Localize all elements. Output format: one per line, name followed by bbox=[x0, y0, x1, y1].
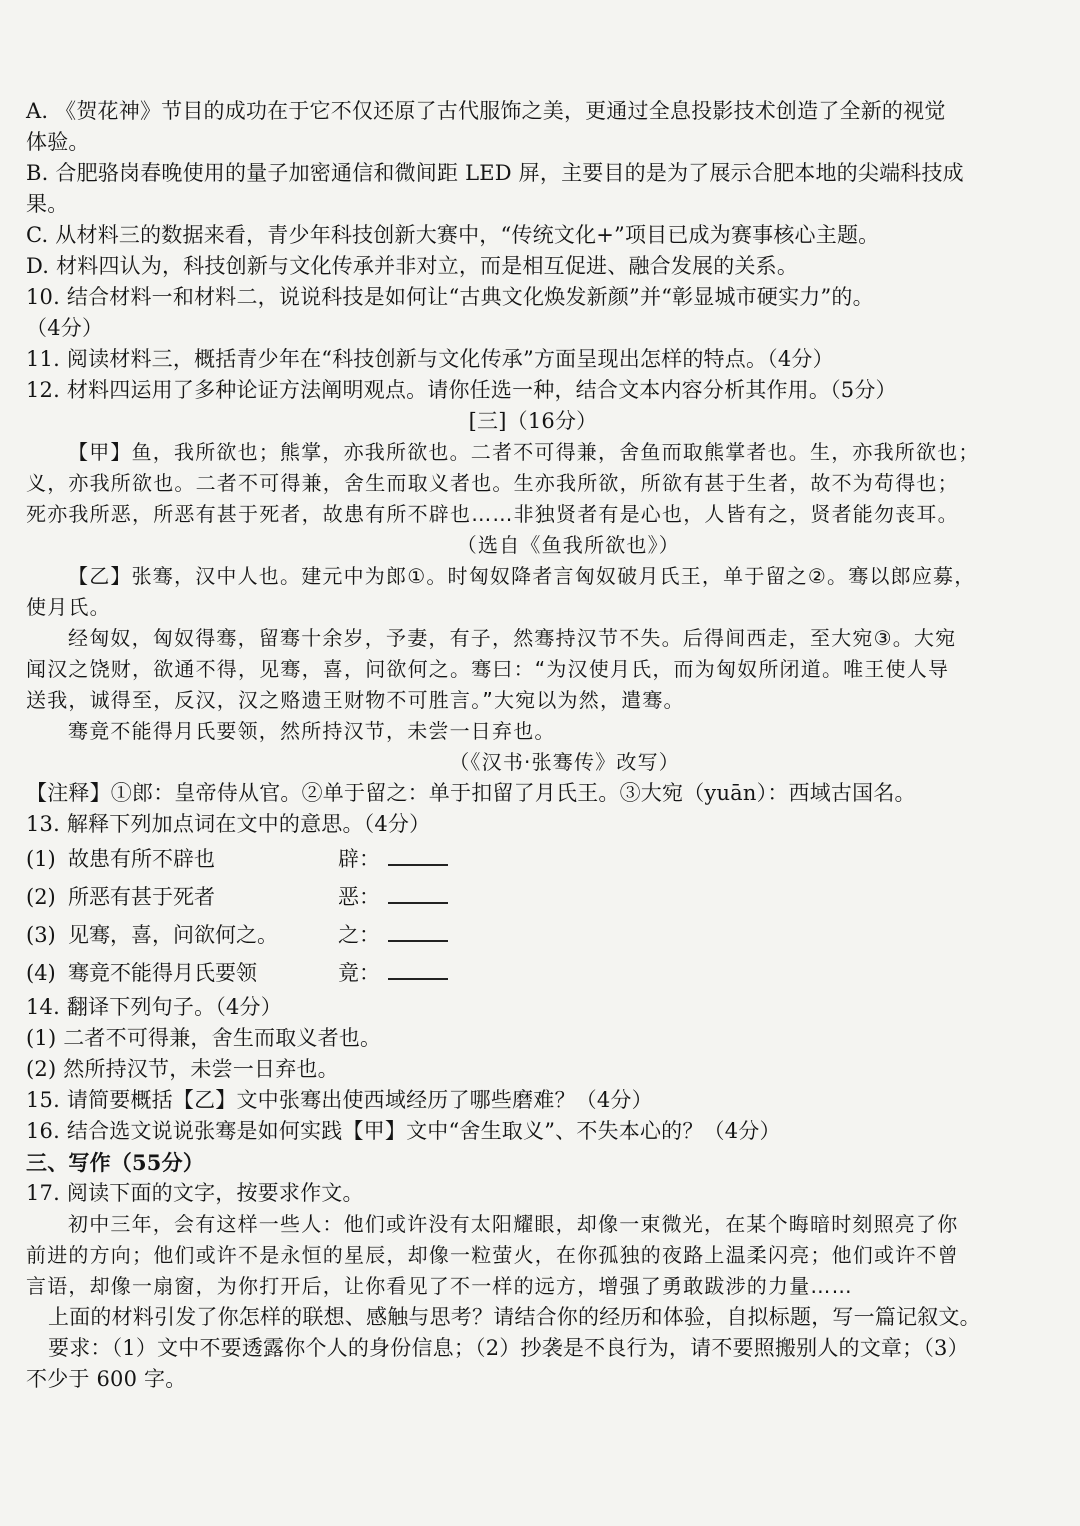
passage-line: 经匈奴，匈奴得骞，留骞十余岁，予妻，有子，然骞持汉节不失。后得间西走，至大宛③。大宛 bbox=[68, 626, 957, 650]
q13-item bbox=[26, 916, 1000, 954]
option-letter: D. bbox=[26, 254, 50, 278]
passage-source: （选自《鱼我所欲也》） bbox=[456, 533, 680, 557]
answer-blank[interactable] bbox=[388, 880, 448, 904]
section-3-title: [三]（16分） bbox=[468, 409, 598, 433]
passage-jia bbox=[26, 437, 1000, 561]
q13-item bbox=[26, 878, 1000, 916]
option-c bbox=[26, 220, 1000, 251]
passage-yi bbox=[26, 561, 1000, 778]
prompt-line: 初中三年，会有这样一些人：他们或许没有太阳耀眼，却像一束微光，在某个晦暗时刻照亮了你 bbox=[68, 1212, 959, 1236]
passage-line: 使月氏。 bbox=[26, 595, 111, 619]
question-15: 15. 请简要概括【乙】文中张骞出使西域经历了哪些磨难？（4分） bbox=[26, 1088, 653, 1112]
item-sentence: 骞竟不能得月氏要领 bbox=[68, 961, 257, 985]
item-sentence: 见骞，喜，问欲何之。 bbox=[68, 923, 278, 947]
question-11: 11. 阅读材料三，概括青少年在“科技创新与文化传承”方面呈现出怎样的特点。（4分） bbox=[26, 347, 834, 371]
option-text: 合肥骆岗春晚使用的量子加密通信和微间距 LED 屏，主要目的是为了展示合肥本地的尖端科技成 bbox=[55, 161, 964, 185]
writing-requirements-cont: 不少于 600 字。 bbox=[26, 1367, 187, 1391]
question-14: 14. 翻译下列句子。（4分） bbox=[26, 995, 282, 1019]
option-letter: C. bbox=[26, 223, 49, 247]
passage-line: 义，亦我所欲也。二者不可得兼，舍生而取义者也。生亦我所欲，所欲有甚于生者，故不为苟得也； bbox=[26, 471, 959, 495]
writing-requirements: 要求：（1）文中不要透露你个人的身份信息；（2）抄袭是不良行为，请不要照搬别人的文章；（3） bbox=[48, 1336, 969, 1360]
q14-item: (1) 二者不可得兼，舍生而取义者也。 bbox=[26, 1026, 382, 1050]
question-13-items bbox=[26, 840, 1000, 992]
annotation-notes: 【注释】①郎：皇帝侍从官。②单于留之：单于扣留了月氏王。③大宛（yuān）：西域古国名。 bbox=[26, 781, 916, 805]
item-number: (2) bbox=[26, 885, 56, 909]
item-word: 辟： bbox=[338, 847, 380, 871]
passage-line: 闻汉之饶财，欲通不得，见骞，喜，问欲何之。骞曰：“为汉使月氏，而为匈奴所闭道。唯王使人导 bbox=[26, 657, 950, 681]
prompt-line: 言语，却像一扇窗，为你打开后，让你看见了不一样的远方，增强了勇敢跋涉的力量…… bbox=[26, 1274, 853, 1298]
question-10-score: （4分） bbox=[26, 316, 104, 340]
passage-line: 【乙】张骞，汉中人也。建元中为郎①。时匈奴降者言匈奴破月氏王，单于留之②。骞以郎应募， bbox=[68, 564, 976, 588]
option-letter: A. bbox=[26, 99, 49, 123]
passage-source: （《汉书·张骞传》改写） bbox=[449, 750, 680, 774]
answer-blank[interactable] bbox=[388, 918, 448, 942]
item-sentence: 故患有所不辟也 bbox=[68, 847, 215, 871]
option-text: 从材料三的数据来看，青少年科技创新大赛中，“传统文化+”项目已成为赛事核心主题。 bbox=[55, 223, 880, 247]
answer-blank[interactable] bbox=[388, 956, 448, 980]
question-12: 12. 材料四运用了多种论证方法阐明观点。请你任选一种，结合文本内容分析其作用。（5分） bbox=[26, 378, 897, 402]
question-10: 10. 结合材料一和材料二，说说科技是如何让“古典文化焕发新颜”并“彰显城市硬实力”的。 bbox=[26, 285, 874, 309]
option-text-cont: 体验。 bbox=[26, 130, 90, 154]
passage-line: 死亦我所恶，所恶有甚于死者，故患有所不辟也……非独贤者有是心也，人皆有之，贤者能勿丧耳。 bbox=[26, 502, 959, 526]
item-number: (4) bbox=[26, 961, 56, 985]
writing-task: 上面的材料引发了你怎样的联想、感触与思考？请结合你的经历和体验，自拟标题，写一篇记叙文。 bbox=[48, 1305, 981, 1329]
item-word: 之： bbox=[338, 923, 380, 947]
q13-item bbox=[26, 840, 1000, 878]
item-sentence: 所恶有甚于死者 bbox=[68, 885, 215, 909]
passage-line: 【甲】鱼，我所欲也；熊掌，亦我所欲也。二者不可得兼，舍鱼而取熊掌者也。生，亦我所欲也； bbox=[68, 440, 980, 464]
passage-line: 骞竟不能得月氏要领，然所持汉节，未尝一日弃也。 bbox=[68, 719, 556, 743]
option-text: 材料四认为，科技创新与文化传承并非对立，而是相互促进、融合发展的关系。 bbox=[56, 254, 799, 278]
answer-blank[interactable] bbox=[388, 842, 448, 866]
item-number: (3) bbox=[26, 923, 56, 947]
item-word: 恶： bbox=[338, 885, 380, 909]
question-17: 17. 阅读下面的文字，按要求作文。 bbox=[26, 1181, 364, 1205]
passage-line: 送我，诚得至，反汉，汉之赂遗王财物不可胜言。”大宛以为然，遣骞。 bbox=[26, 688, 685, 712]
prompt-line: 前进的方向；他们或许不是永恒的星辰，却像一粒萤火，在你孤独的夜路上温柔闪亮；他们或许不曾 bbox=[26, 1243, 959, 1267]
option-b bbox=[26, 158, 1000, 220]
option-d bbox=[26, 251, 1000, 282]
item-word: 竟： bbox=[338, 961, 380, 985]
writing-section-title: 三、写作（55分） bbox=[26, 1150, 205, 1175]
question-16: 16. 结合选文说说张骞是如何实践【甲】文中“舍生取义”、不失本心的？（4分） bbox=[26, 1119, 781, 1143]
option-letter: B. bbox=[26, 161, 49, 185]
q13-item bbox=[26, 954, 1000, 992]
item-number: (1) bbox=[26, 847, 56, 871]
question-13: 13. 解释下列加点词在文中的意思。（4分） bbox=[26, 812, 431, 836]
option-text-cont: 果。 bbox=[26, 192, 69, 216]
option-text: 《贺花神》节目的成功在于它不仅还原了古代服饰之美，更通过全息投影技术创造了全新的视觉 bbox=[55, 99, 946, 123]
option-a bbox=[26, 96, 1000, 158]
q14-item: (2) 然所持汉节，未尝一日弃也。 bbox=[26, 1057, 339, 1081]
